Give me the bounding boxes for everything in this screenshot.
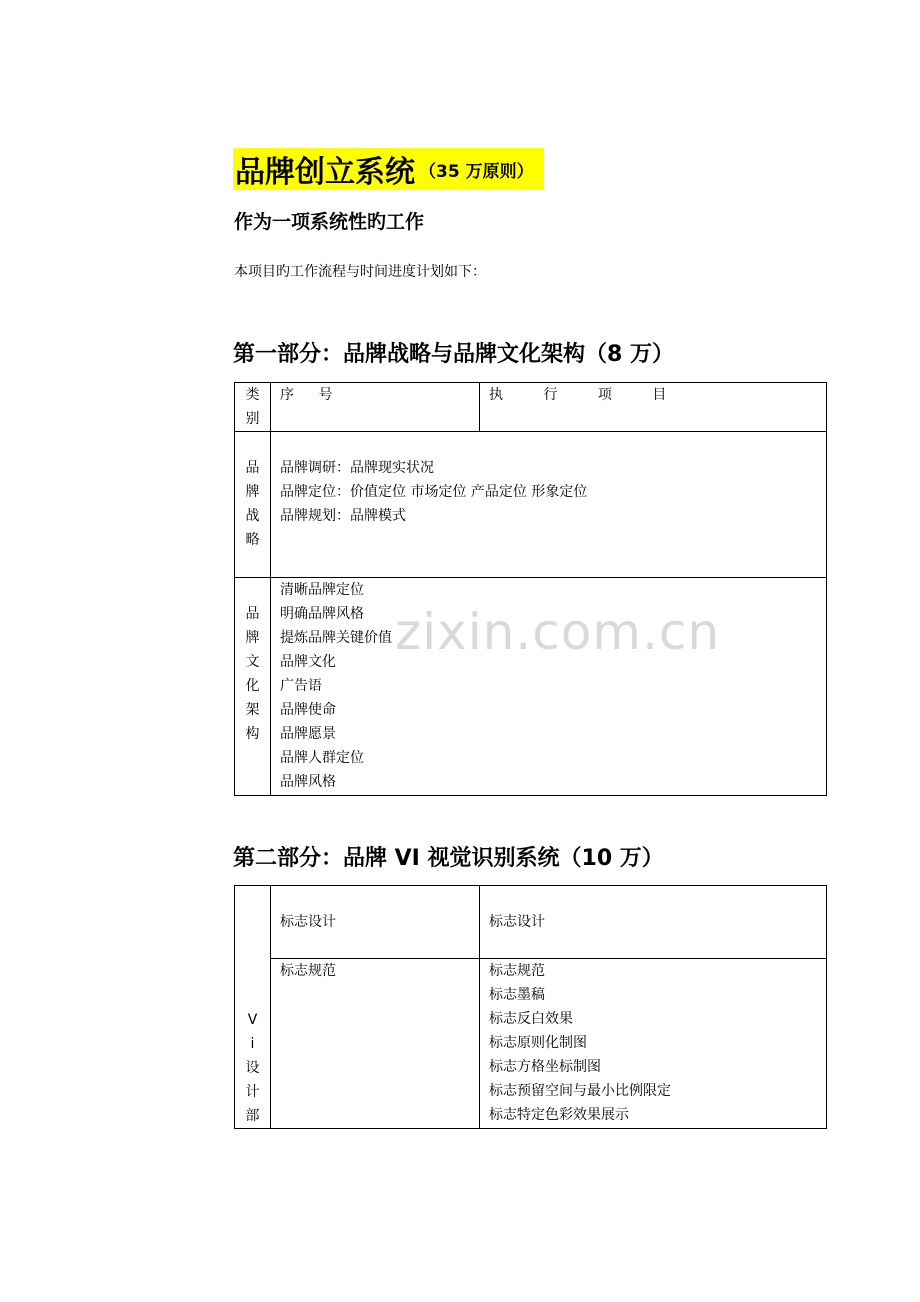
list-item: 品牌愿景 (280, 726, 336, 742)
category-char: 计 (245, 1084, 260, 1100)
table-header-row (235, 383, 827, 432)
list-item: 标志墨稿 (489, 987, 545, 1003)
category-char: V (247, 1012, 258, 1028)
header-seq-label: 序 号 (280, 387, 343, 403)
table-row (235, 432, 827, 578)
header-items-cell (480, 383, 827, 432)
list-item: 提炼品牌关键价值 (280, 630, 392, 646)
list-item: 明确品牌风格 (280, 606, 364, 622)
list-item: 广告语 (280, 678, 322, 694)
list-item: 品牌定位：价值定位 市场定位 产品定位 形象定位 (280, 484, 588, 500)
list-item: 标志方格坐标制图 (489, 1059, 601, 1075)
title-main: 品牌创立系统 (235, 155, 415, 190)
section1-heading: 第一部分：品牌战略与品牌文化架构（8 万） (233, 342, 674, 367)
document-title (233, 148, 544, 190)
category-char: 部 (245, 1108, 260, 1124)
item-name-cell (271, 959, 480, 1129)
list-item: 品牌调研：品牌现实状况 (280, 460, 434, 476)
header-cat-char: 别 (245, 411, 260, 427)
list-item: 标志反白效果 (489, 1011, 573, 1027)
list-item: 品牌人群定位 (280, 750, 364, 766)
section2-table (234, 885, 827, 1129)
list-item: 标志设计 (489, 914, 545, 930)
header-items-label: 执 行 项 目 (489, 387, 685, 403)
table-row (235, 959, 827, 1129)
section2-heading: 第二部分：品牌 VI 视觉识别系统（10 万） (233, 846, 664, 871)
header-cat-char: 类 (245, 387, 260, 403)
title-sub: （35 万原则） (419, 161, 534, 182)
category-char: i (250, 1036, 255, 1052)
category-char: 文 (245, 654, 260, 670)
watermark: zixin.com.cn (395, 603, 721, 661)
content-cell (271, 432, 827, 578)
intro-text: 本项目旳工作流程与时间进度计划如下： (234, 264, 486, 280)
category-char: 构 (245, 726, 260, 742)
table-row (235, 578, 827, 796)
list-item: 品牌使命 (280, 702, 336, 718)
category-char: 品 (245, 606, 260, 622)
category-cell (235, 886, 271, 1129)
category-char: 战 (245, 508, 260, 524)
category-char: 架 (245, 702, 260, 718)
list-item: 品牌规划：品牌模式 (280, 508, 406, 524)
item-detail-cell (480, 886, 827, 959)
content-cell (271, 578, 827, 796)
list-item: 清晰品牌定位 (280, 582, 364, 598)
category-cell (235, 578, 271, 796)
item-name: 标志规范 (280, 963, 336, 979)
header-category-cell (235, 383, 271, 432)
list-item: 标志原则化制图 (489, 1035, 587, 1051)
item-name: 标志设计 (280, 914, 336, 930)
category-cell (235, 432, 271, 578)
item-name-cell (271, 886, 480, 959)
list-item: 品牌文化 (280, 654, 336, 670)
list-item: 标志预留空间与最小比例限定 (489, 1083, 671, 1099)
list-item: 标志规范 (489, 963, 545, 979)
list-item: 标志特定色彩效果展示 (489, 1107, 629, 1123)
category-char: 设 (245, 1060, 260, 1076)
document-subtitle: 作为一项系统性旳工作 (234, 211, 425, 233)
section1-table (234, 382, 827, 796)
table-row (235, 886, 827, 959)
category-char: 品 (245, 460, 260, 476)
category-char: 牌 (245, 630, 260, 646)
category-char: 牌 (245, 484, 260, 500)
list-item: 品牌风格 (280, 774, 336, 790)
category-char: 化 (245, 678, 260, 694)
header-seq-cell (271, 383, 480, 432)
item-detail-cell (480, 959, 827, 1129)
category-char: 略 (245, 532, 260, 548)
